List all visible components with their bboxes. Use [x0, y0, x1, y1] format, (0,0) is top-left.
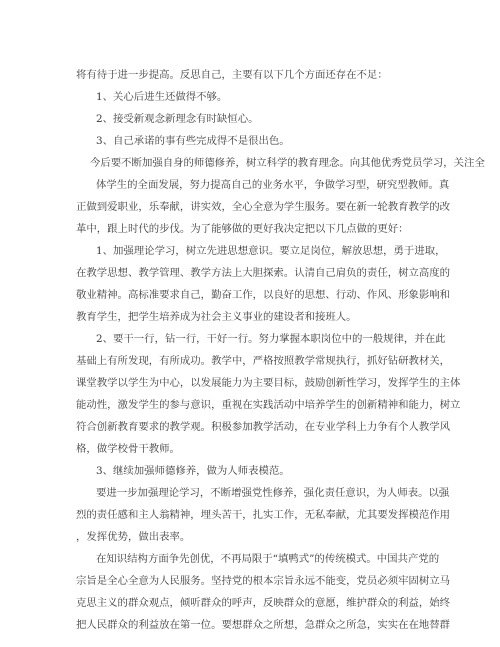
text-line: 在教学思想、教学管理、教学方法上大胆探索。认清自己肩负的责任，树立高度的: [76, 267, 451, 279]
text-line: 烈的责任感和主人翁精神，埋头苦干，扎实工作，无私奉献，尤其要发挥模范作用: [76, 509, 451, 521]
text-line: 教育学生，把学生培养成为社会主义事业的建设者和接班人。: [76, 311, 357, 323]
text-line: 格，做学校骨干教师。: [76, 443, 180, 455]
text-line: 把人民群众的利益放在第一位。要想群众之所想，急群众之所急，实实在在地替群: [76, 619, 451, 631]
document-body: [76, 64, 485, 636]
text-line: 课堂教学以学生为中心，以发展能力为主要目标，鼓励创新性学习，发挥学生的主体: [76, 377, 461, 389]
text-line: 体学生的全面发展，努力提高自己的业务水平，争做学习型，研究型教师。真: [96, 179, 450, 191]
text-line: 符合创新教育要求的教学观。积极参加教学活动，在专业学科上力争有个人教学风: [76, 421, 451, 433]
text-line: 宗旨是全心全意为人民服务。坚持党的根本宗旨永远不能变，党员必须牢固树立马: [76, 575, 451, 587]
text-line: 能动性，激发学生的参与意识，重视在实践活动中培养学生的创新精神和能力，树立: [76, 399, 461, 411]
list-item: 2、要干一行，钻一行，干好一行。努力掌握本职岗位中的一般规律，并在此: [96, 333, 446, 345]
text-line: 敬业精神。高标准要求自己，勤奋工作，以良好的思想、行动、作风、形象影响和: [76, 289, 451, 301]
list-item: 3、继续加强师德修养，做为人师表模范。: [96, 465, 290, 477]
list-item: 3、自己承诺的事有些完成得不是很出色。: [96, 135, 290, 147]
list-item: 1、加强理论学习，树立先进思想意识。要立足岗位，解放思想，勇于进取，: [96, 245, 446, 257]
text-line: 革中，跟上时代的步伐。为了能够做的更好我决定把以下几点做的更好：: [76, 223, 409, 235]
text-line: 克思主义的群众观点，倾听群众的呼声，反映群众的意愿，维护群众的利益，始终: [76, 597, 451, 609]
text-line: 要进一步加强理论学习，不断增强党性修养，强化责任意识，为人师表。以强: [96, 487, 450, 499]
text-line: 将有待于进一步提高。反思自己，主要有以下几个方面还存在不足：: [76, 69, 388, 81]
list-item: 1、关心后进生还做得不够。: [96, 91, 228, 103]
text-line: ，发挥优势，做出表率。: [76, 531, 191, 543]
text-line: 基础上有所发现，有所成功。教学中，严格按照教学常规执行，抓好钻研教材关，: [76, 355, 451, 367]
text-line: 今后要不断加强自身的师德修养，树立科学的教育理念。向其他优秀党员学习，关注全: [90, 157, 485, 169]
text-line: 在知识结构方面争先创优，不再局限于“填鸭式”的传统模式。中国共产党的: [96, 553, 440, 565]
text-line: 正做到爱职业，乐奉献，讲实效，全心全意为学生服务。要在新一轮教育教学的改: [76, 201, 451, 213]
list-item: 2、接受新观念新理念有时缺恒心。: [96, 113, 259, 125]
